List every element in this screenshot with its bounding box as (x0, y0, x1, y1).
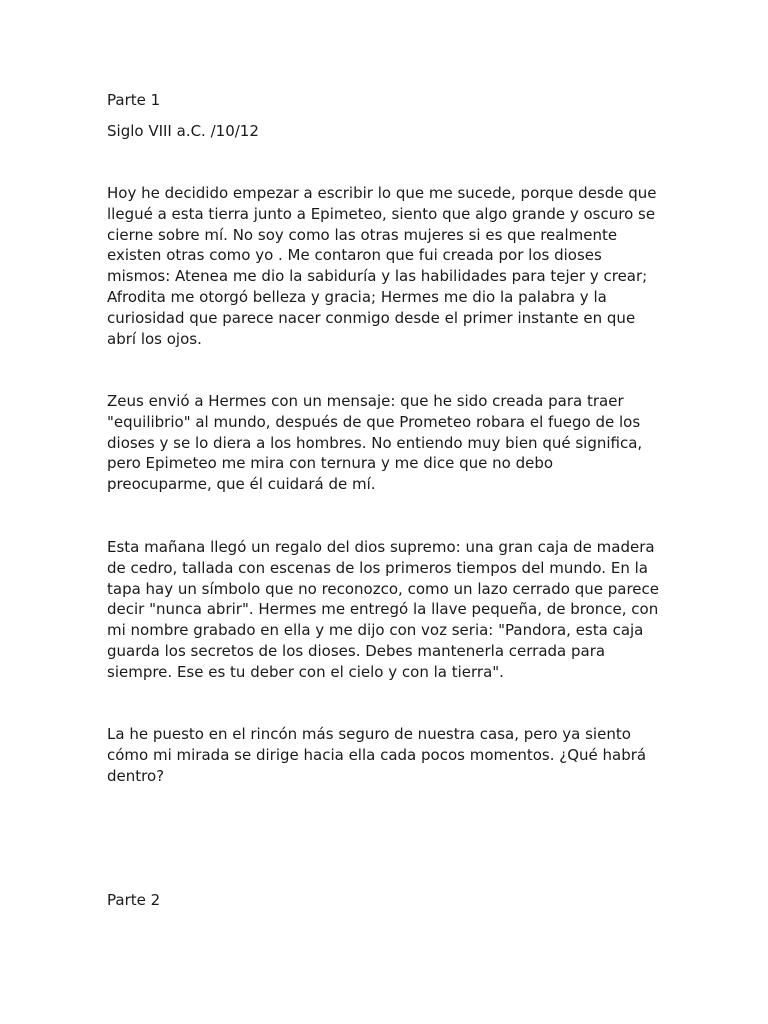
paragraph-4 (107, 724, 667, 786)
paragraph-line: Esta mañana llegó un regalo del dios supremo: una gran caja de madera (107, 538, 655, 556)
paragraph-2 (107, 391, 667, 495)
part-2-heading: Parte 2 (107, 891, 161, 909)
paragraph-line: tapa hay un símbolo que no reconozco, como un lazo cerrado que parece (107, 579, 659, 598)
paragraph-line: cómo mi mirada se dirige hacia ella cada pocos momentos. ¿Qué habrá (107, 745, 647, 764)
paragraph-line: mismos: Atenea me dio la sabiduría y las habilidades para tejer y crear; (107, 267, 648, 286)
paragraph-3 (107, 537, 667, 683)
paragraph-line: de cedro, tallada con escenas de los primeros tiempos del mundo. En la (107, 558, 648, 577)
paragraph-line: pero Epimeteo me mira con ternura y me dice que no debo (107, 454, 554, 473)
paragraph-line: llegué a esta tierra junto a Epimeteo, siento que algo grande y oscuro se (107, 204, 656, 223)
part-1-heading: Parte 1 (107, 91, 161, 109)
paragraph-line: abrí los ojos. (107, 329, 202, 348)
paragraph-line: Hoy he decidido empezar a escribir lo que me sucede, porque desde que (107, 184, 657, 202)
paragraph-line: mi nombre grabado en ella y me dijo con voz seria: "Pandora, esta caja (107, 621, 644, 640)
paragraph-1 (107, 183, 667, 349)
paragraph-line: curiosidad que parece nacer conmigo desde el primer instante en que (107, 308, 636, 327)
paragraph-line: La he puesto en el rincón más seguro de nuestra casa, pero ya siento (107, 725, 631, 743)
paragraph-line: dentro? (107, 766, 165, 785)
paragraph-line: Zeus envió a Hermes con un mensaje: que he sido creada para traer (107, 392, 624, 410)
paragraph-line: siempre. Ese es tu deber con el cielo y con la tierra". (107, 662, 504, 681)
paragraph-line: "equilibrio" al mundo, después de que Prometeo robara el fuego de los (107, 412, 641, 431)
paragraph-line: Afrodita me otorgó belleza y gracia; Hermes me dio la palabra y la (107, 287, 607, 306)
paragraph-line: guarda los secretos de los dioses. Debes mantenerla cerrada para (107, 641, 606, 660)
paragraph-line: preocuparme, que él cuidará de mí. (107, 475, 376, 494)
entry-date: Siglo VIII a.C. /10/12 (107, 122, 259, 140)
paragraph-line: decir "nunca abrir". Hermes me entregó la llave pequeña, de bronce, con (107, 600, 659, 619)
paragraph-line: cierne sobre mí. No soy como las otras mujeres si es que realmente (107, 225, 618, 244)
paragraph-line: existen otras como yo . Me contaron que fui creada por los dioses (107, 246, 602, 265)
paragraph-line: dioses y se lo diera a los hombres. No entiendo muy bien qué significa, (107, 433, 643, 452)
